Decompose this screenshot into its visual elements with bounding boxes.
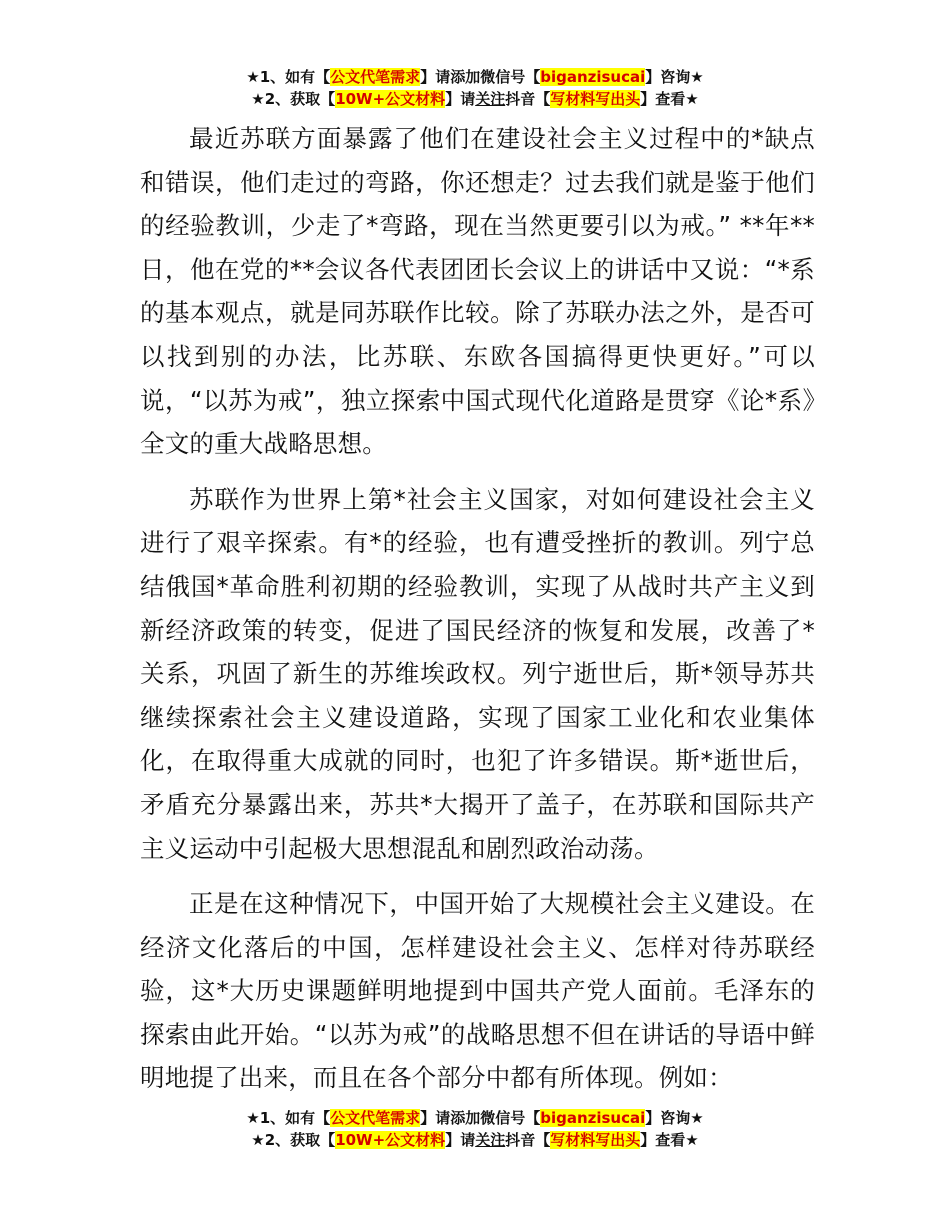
banner-highlight: 10W+公文材料 <box>335 90 446 108</box>
paragraph: 正是在这种情况下，中国开始了大规模社会主义建设。在经济文化落后的中国，怎样建设社会主义、怎样对待苏联经验，这*大历史课题鲜明地提到中国共产党人面前。毛泽东的探索由此开始。“以苏为戒”的战略思想不但在讲话的导语中鲜明地提了出来，而且在各个部分中都有所体现。例如： <box>140 889 815 1093</box>
banner-highlight: 公文代笔需求 <box>330 68 421 86</box>
footer-banner <box>0 1107 950 1151</box>
banner-highlight: 公文代笔需求 <box>330 1109 421 1127</box>
paragraph: 最近苏联方面暴露了他们在建设社会主义过程中的*缺点和错误，他们走过的弯路，你还想走？过去我们就是鉴于他们的经验教训，少走了*弯路，现在当然更要引以为戒。” **年**日，他在党的**会议各代表团团长会议上的讲话中又说：“*系的基本观点，就是同苏联作比较。除了苏联办法之外，是否可以找到别的办法，比苏联、东欧各国搞得更快更好。”可以说，“以苏为戒”，独立探索中国式现代化道路是贯穿《论*系》全文的重大战略思想。 <box>140 124 815 459</box>
banner-line-1: ★1、如有【公文代笔需求】请添加微信号【biganzisucai】咨询★ <box>246 1109 704 1127</box>
banner-underline: 关注 <box>475 1131 506 1149</box>
banner-wechat-id: biganzisucai <box>540 1109 646 1127</box>
banner-douyin-name: 写材料写出头 <box>550 90 641 108</box>
paragraph: 苏联作为世界上第*社会主义国家，对如何建设社会主义进行了艰辛探索。有*的经验，也有遭受挫折的教训。列宁总结俄国*革命胜利初期的经验教训，实现了从战时共产主义到新经济政策的转变，促进了国民经济的恢复和发展，改善了*关系，巩固了新生的苏维埃政权。列宁逝世后，斯*领导苏共继续探索社会主义建设道路，实现了国家工业化和农业集体化，在取得重大成就的同时，也犯了许多错误。斯*逝世后，矛盾充分暴露出来，苏共*大揭开了盖子，在苏联和国际共产主义运动中引起极大思想混乱和剧烈政治动荡。 <box>140 484 815 863</box>
banner-highlight: 10W+公文材料 <box>335 1131 446 1149</box>
header-banner <box>0 66 950 110</box>
banner-line-2: ★2、获取【10W+公文材料】请关注抖音【写材料写出头】查看★ <box>251 1131 699 1149</box>
document-body <box>140 117 815 1100</box>
banner-douyin-name: 写材料写出头 <box>550 1131 641 1149</box>
banner-line-1: ★1、如有【公文代笔需求】请添加微信号【biganzisucai】咨询★ <box>246 68 704 86</box>
banner-wechat-id: biganzisucai <box>540 68 646 86</box>
banner-line-2: ★2、获取【10W+公文材料】请关注抖音【写材料写出头】查看★ <box>251 90 699 108</box>
banner-underline: 关注 <box>475 90 506 108</box>
